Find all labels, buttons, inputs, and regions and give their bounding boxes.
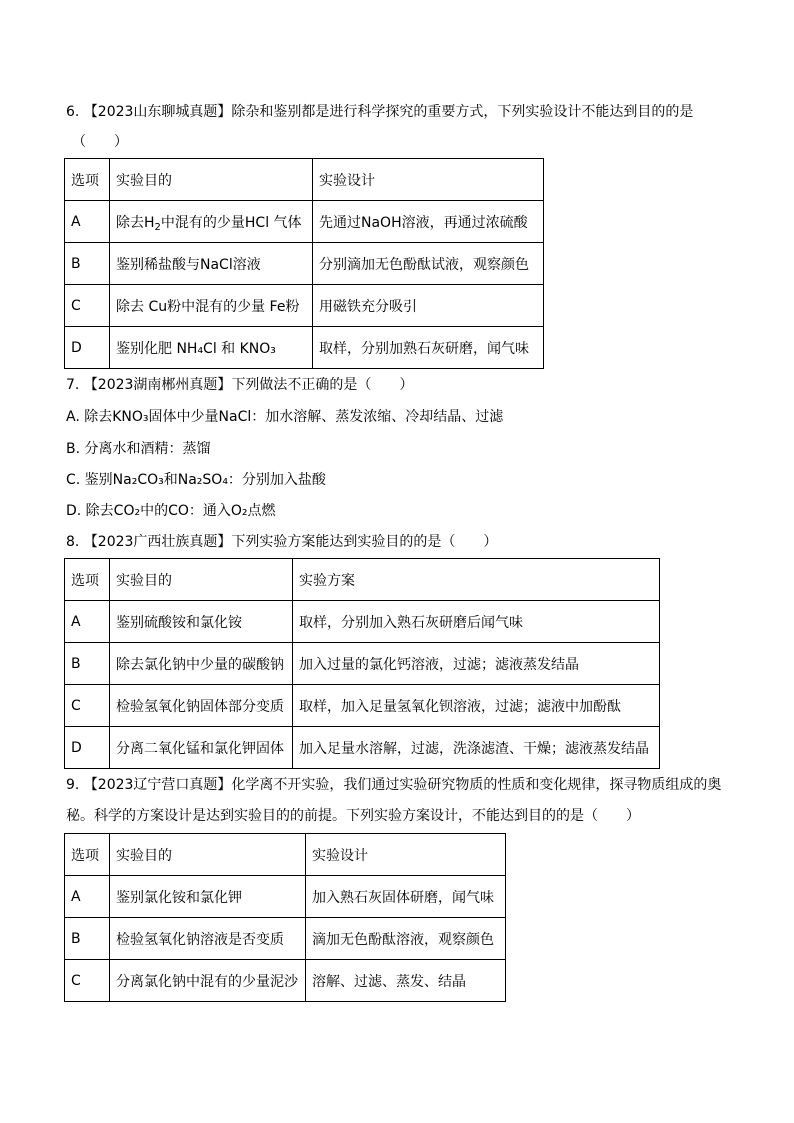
row-option: D	[65, 727, 110, 769]
row-aim: 鉴别化肥 NH₄Cl 和 KNO₃	[110, 327, 313, 369]
row-design: 加入过量的氯化钙溶液，过滤；滤液蒸发结晶	[293, 643, 660, 685]
q6-stem: 6. 【2023山东聊城真题】除杂和鉴别都是进行科学探究的重要方式，下列实验设计不能达到目的的是	[66, 104, 694, 120]
row-aim: 检验氢氧化钠溶液是否变质	[110, 918, 306, 960]
header-aim: 实验目的	[110, 159, 313, 201]
row-option: D	[65, 327, 110, 369]
row-aim: 鉴别硫酸铵和氯化铵	[110, 601, 293, 643]
q6-table	[64, 158, 544, 369]
header-design: 实验设计	[306, 834, 506, 876]
header-design: 实验设计	[313, 159, 544, 201]
row-option: C	[65, 685, 110, 727]
table-header-row	[65, 159, 544, 201]
row-design: 取样，分别加熟石灰研磨，闻气味	[313, 327, 544, 369]
row-option: C	[65, 960, 110, 1002]
row-aim: 除去$H_2$中混有的少量HCl 气体	[110, 201, 313, 243]
row-design: 分别滴加无色酚酞试液，观察颜色	[313, 243, 544, 285]
header-aim: 实验目的	[110, 834, 306, 876]
row-aim: 除去 Cu粉中混有的少量 Fe粉	[110, 285, 313, 327]
row-option: A	[65, 201, 110, 243]
table-row	[65, 876, 506, 918]
row-option: B	[65, 243, 110, 285]
table-row	[65, 201, 544, 243]
q7-option-c: C. 鉴别Na₂CO₃和Na₂SO₄：分别加入盐酸	[66, 472, 326, 488]
table-row	[65, 918, 506, 960]
table-row	[65, 643, 660, 685]
q6-answer-paren: （ ）	[72, 134, 128, 150]
header-option: 选项	[65, 159, 110, 201]
q8-stem: 8. 【2023广西壮族真题】下列实验方案能达到实验目的的是（ ）	[66, 534, 498, 550]
header-plan: 实验方案	[293, 559, 660, 601]
header-option: 选项	[65, 834, 110, 876]
row-option: B	[65, 918, 110, 960]
q9-stem-line1: 9. 【2023辽宁营口真题】化学离不开实验，我们通过实验研究物质的性质和变化规律，探寻物质组成的奥	[66, 777, 722, 793]
row-option: A	[65, 601, 110, 643]
q8-table	[64, 558, 660, 769]
q7-option-d: D. 除去CO₂中的CO：通入O₂点燃	[66, 503, 276, 519]
row-aim: 分离二氧化锰和氯化钾固体	[110, 727, 293, 769]
row-aim: 检验氢氧化钠固体部分变质	[110, 685, 293, 727]
row-option: C	[65, 285, 110, 327]
table-row	[65, 727, 660, 769]
row-design: 取样，分别加入熟石灰研磨后闻气味	[293, 601, 660, 643]
row-aim: 鉴别稀盐酸与NaCl溶液	[110, 243, 313, 285]
table-row	[65, 685, 660, 727]
row-design: 溶解、过滤、蒸发、结晶	[306, 960, 506, 1002]
row-design: 滴加无色酚酞溶液，观察颜色	[306, 918, 506, 960]
row-aim: 除去氯化钠中少量的碳酸钠	[110, 643, 293, 685]
table-header-row	[65, 834, 506, 876]
table-row	[65, 243, 544, 285]
row-option: A	[65, 876, 110, 918]
q7-option-a: A. 除去KNO₃固体中少量NaCl：加水溶解、蒸发浓缩、冷却结晶、过滤	[66, 409, 504, 425]
header-option: 选项	[65, 559, 110, 601]
q7-stem: 7. 【2023湖南郴州真题】下列做法不正确的是（ ）	[66, 377, 414, 393]
table-row	[65, 960, 506, 1002]
row-design: 加入足量水溶解，过滤，洗涤滤渣、干燥；滤液蒸发结晶	[293, 727, 660, 769]
row-design: 用磁铁充分吸引	[313, 285, 544, 327]
table-row	[65, 601, 660, 643]
q9-table	[64, 833, 506, 1002]
header-aim: 实验目的	[110, 559, 293, 601]
row-aim: 分离氯化钠中混有的少量泥沙	[110, 960, 306, 1002]
table-row	[65, 285, 544, 327]
row-design: 先通过NaOH溶液，再通过浓硫酸	[313, 201, 544, 243]
q9-stem-line2: 秘。科学的方案设计是达到实验目的的前提。下列实验方案设计，不能达到目的的是（ ）	[66, 808, 640, 824]
table-header-row	[65, 559, 660, 601]
row-aim: 鉴别氯化铵和氯化钾	[110, 876, 306, 918]
table-row	[65, 327, 544, 369]
row-design: 取样，加入足量氢氧化钡溶液，过滤；滤液中加酚酞	[293, 685, 660, 727]
q7-option-b: B. 分离水和酒精：蒸馏	[66, 441, 211, 457]
row-design: 加入熟石灰固体研磨，闻气味	[306, 876, 506, 918]
row-option: B	[65, 643, 110, 685]
